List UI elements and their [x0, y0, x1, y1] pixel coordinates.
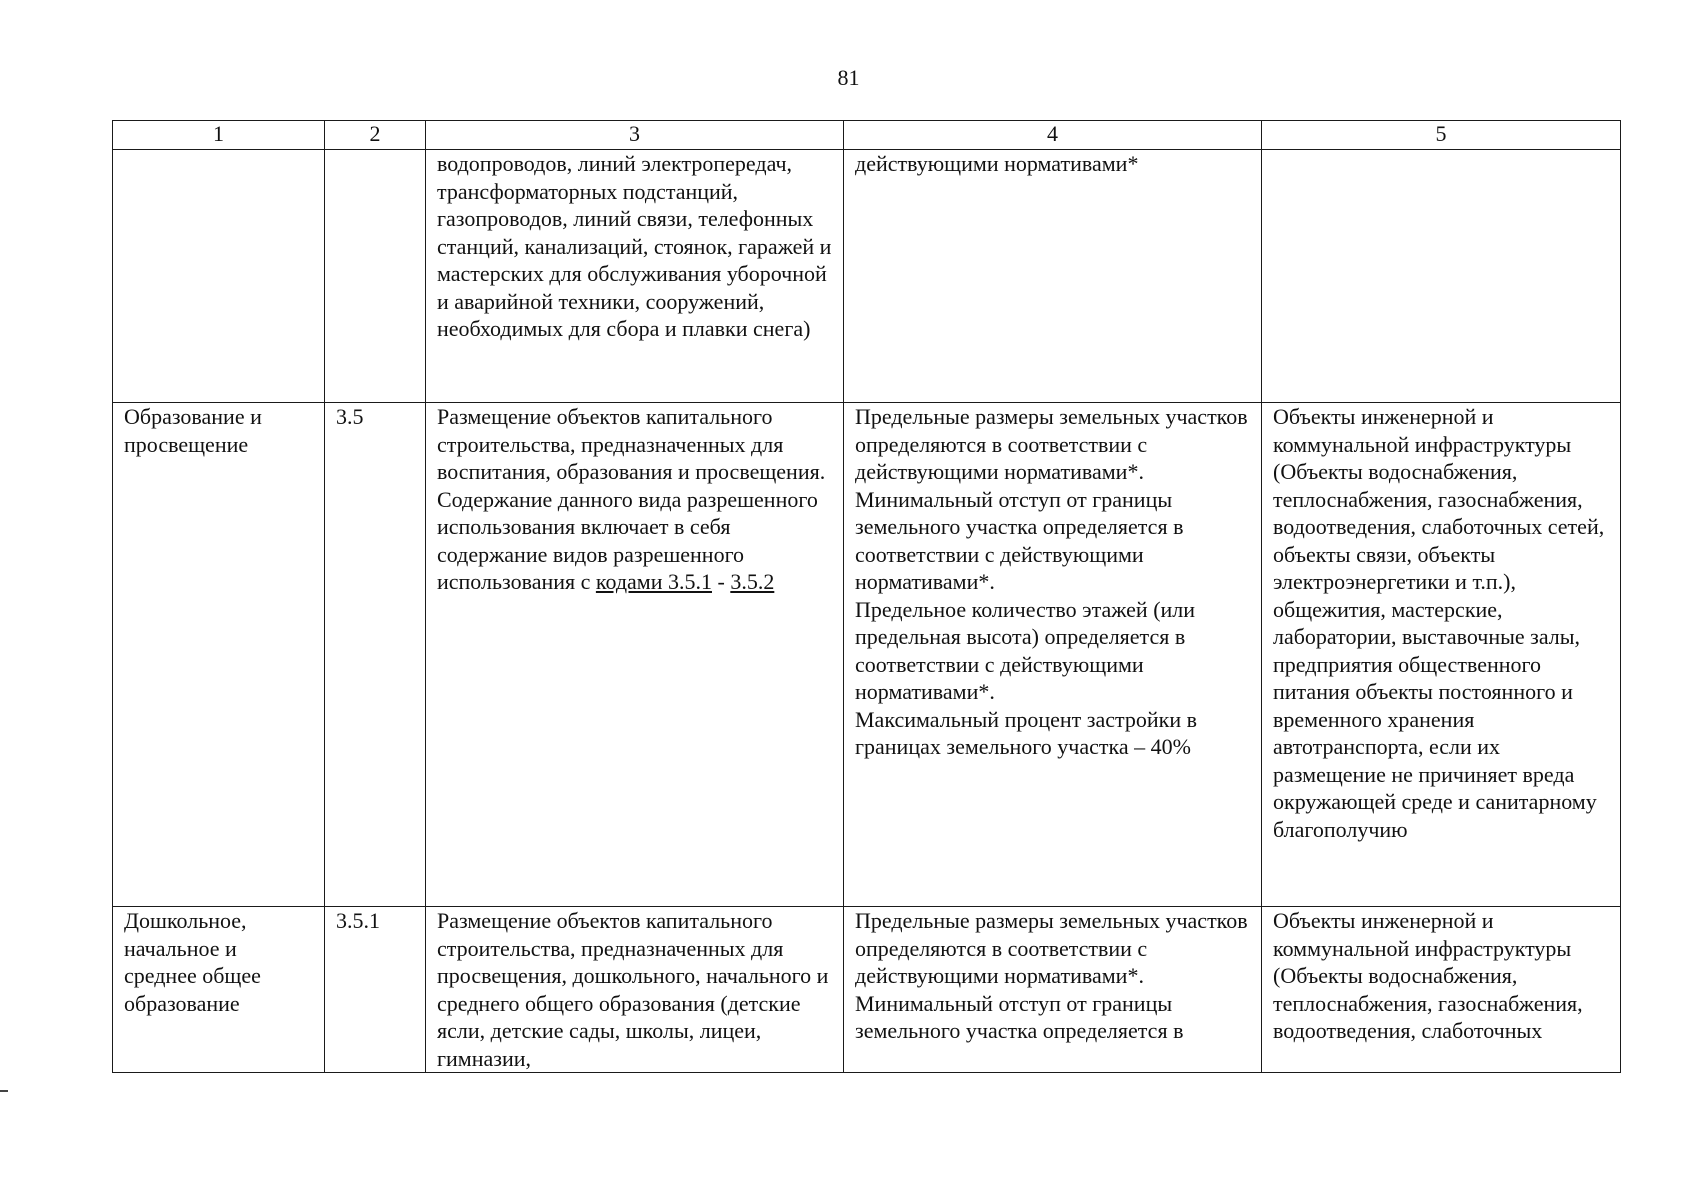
table-row — [113, 403, 1621, 907]
code-link-3-5-1[interactable]: кодами 3.5.1 — [595, 569, 712, 594]
code-link-3-5-2[interactable]: 3.5.2 — [730, 569, 775, 594]
parameter-line: Предельное количество этажей (или предельная высота) определяется в соответствии с действующими нормативами*. — [855, 596, 1196, 704]
parameter-line: Минимальный отступ от границы земельного участка определяется в соответствии с действующими нормативами*. — [855, 486, 1184, 594]
cell-use-code: 3.5 — [325, 403, 426, 907]
header-row — [113, 121, 1621, 150]
page-number: 81 — [837, 65, 860, 90]
header-col-2: 2 — [325, 121, 426, 150]
margin-mark — [0, 1090, 8, 1092]
cell-auxiliary-uses — [1262, 150, 1621, 403]
cell-parameters: действующими нормативами* — [844, 150, 1262, 403]
description-text: Размещение объектов капитального строительства, предназначенных для воспитания, образования и просвещения. Содержание данного вида разрешенного использования включает в себя содержание видов разрешенного использования с — [437, 404, 826, 594]
cell-use-name: Дошкольное, начальное и среднее общее образование — [113, 907, 325, 1073]
cell-use-description: водопроводов, линий электропередач, трансформаторных подстанций, газопроводов, линий связи, телефонных станций, канализаций, стоянок, гаражей и мастерских для обслуживания уборочной и аварийной техники, сооружений, необходимых для сбора и плавки снега) — [426, 150, 844, 403]
header-col-1: 1 — [113, 121, 325, 150]
cell-auxiliary-uses: Объекты инженерной и коммунальной инфраструктуры (Объекты водоснабжения, теплоснабжения, газоснабжения, водоотведения, слаботочных сетей, объекты связи, объекты электроэнергетики и т.п.), общежития, мастерские, лаборатории, выставочные залы, предприятия общественного питания объекты постоянного и временного хранения автотранспорта, если их размещение не причиняет вреда окружающей среде и санитарному благополучию — [1262, 403, 1621, 907]
header-col-4: 4 — [844, 121, 1262, 150]
code-separator: - — [711, 569, 731, 594]
header-col-3: 3 — [426, 121, 844, 150]
table-row — [113, 907, 1621, 1073]
parameter-line: Предельные размеры земельных участков определяются в соответствии с действующими нормативами*. — [855, 908, 1248, 988]
cell-parameters — [844, 907, 1262, 1073]
cell-use-code: 3.5.1 — [325, 907, 426, 1073]
parameter-line: Предельные размеры земельных участков определяются в соответствии с действующими нормативами*. — [855, 404, 1248, 484]
cell-use-description — [426, 403, 844, 907]
cell-use-name — [113, 150, 325, 403]
parameter-line: Минимальный отступ от границы земельного участка определяется в — [855, 990, 1184, 1043]
cell-use-code — [325, 150, 426, 403]
cell-use-description: Размещение объектов капитального строительства, предназначенных для просвещения, дошкольного, начального и среднего общего образования (детские ясли, детские сады, школы, лицеи, гимназии, — [426, 907, 844, 1073]
cell-use-name: Образование и просвещение — [113, 403, 325, 907]
cell-parameters — [844, 403, 1262, 907]
parameter-line: Максимальный процент застройки в границах земельного участка – 40% — [855, 706, 1197, 759]
land-use-table — [112, 120, 1621, 1073]
cell-auxiliary-uses: Объекты инженерной и коммунальной инфраструктуры (Объекты водоснабжения, теплоснабжения, газоснабжения, водоотведения, слаботочных — [1262, 907, 1621, 1073]
table-row — [113, 150, 1621, 403]
header-col-5: 5 — [1262, 121, 1621, 150]
